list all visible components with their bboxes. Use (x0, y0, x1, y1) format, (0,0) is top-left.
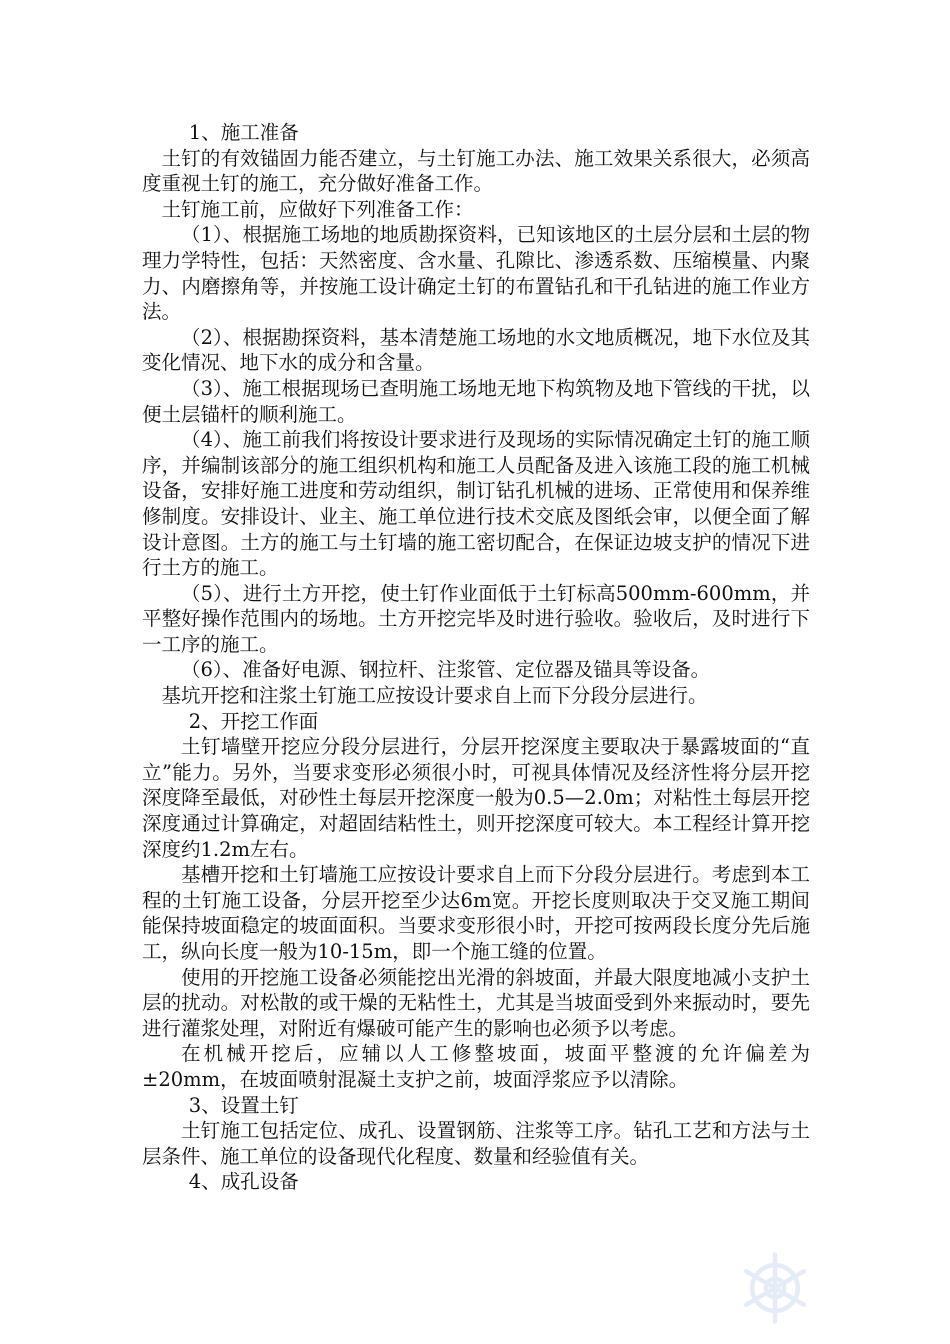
section-heading-2: 2、开挖工作面 (188, 709, 319, 733)
paragraph-item-6: （6）、准备好电源、钢拉杆、注浆管、定位器及锚具等设备。 (181, 658, 711, 682)
section-heading-4: 4、成孔设备 (188, 1170, 299, 1194)
paragraph-item-5: （5）、进行土方开挖，使土钉作业面低于土钉标高500mm-600mm，并平整好操作范围内的场地。土方开挖完毕及时进行验收。验收后，及时进行下一工序的施工。 (142, 581, 810, 656)
paragraph: 土钉的有效锚固力能否建立，与土钉施工办法、施工效果关系很大，必须高度重视土钉的施工，充分做好准备工作。 (142, 146, 810, 196)
paragraph: 基槽开挖和土钉墙施工应按设计要求自上而下分段分层进行。考虑到本工程的土钉施工设备，分层开挖至少达6m宽。开挖长度则取决于交叉施工期间能保持坡面稳定的坡面面积。当要求变形很小时，开挖可按两段长度分先后施工，纵向长度一般为10-15m，即一个施工缝的位置。 (142, 863, 810, 963)
paragraph-item-1: （1）、根据施工场地的地质勘探资料，已知该地区的土层分层和土层的物理力学特性，包括：天然密度、含水量、孔隙比、渗透系数、压缩模量、内聚力、内磨擦角等，并按施工设计确定土钉的布置钻孔和干孔钻进的施工作业方法。 (142, 223, 810, 324)
section-heading-3: 3、设置土钉 (188, 1093, 299, 1117)
paragraph: 使用的开挖施工设备必须能挖出光滑的斜坡面，并最大限度地减小支护土层的扰动。对松散的或干燥的无粘性土，尤其是当坡面受到外来振动时，要先进行灌浆处理，对附近有爆破可能产生的影响也必须予以考虑。 (142, 965, 810, 1040)
section-heading-1: 1、施工准备 (188, 121, 299, 144)
paragraph-item-2: （2）、根据勘探资料，基本清楚施工场地的水文地质概况，地下水位及其变化情况、地下水的成分和含量。 (142, 325, 810, 375)
paragraph: 土钉施工前，应做好下列准备工作： (161, 197, 474, 221)
paragraph: 基坑开挖和注浆土钉施工应按设计要求自上而下分段分层进行。 (161, 684, 708, 708)
paragraph-item-4: （4）、施工前我们将按设计要求进行及现场的实际情况确定土钉的施工顺序，并编制该部分的施工组织机构和施工人员配备及进入该施工段的施工机械设备，安排好施工进度和劳动组织，制订钻孔机械的进场、正常使用和保养维修制度。安排设计、业主、施工单位进行技术交底及图纸会审，以便全面了解设计意图。土方的施工与土钉墙的施工密切配合，在保证边坡支护的情况下进行土方的施工。 (142, 428, 810, 580)
document-body (142, 120, 810, 1195)
paragraph: 土钉墙壁开挖应分段分层进行，分层开挖深度主要取决于暴露坡面的“直立”能力。另外，当要求变形必须很小时，可视具体情况及经济性将分层开挖深度降至最低，对砂性土每层开挖深度一般为0.5—2.0m；对粘性土每层开挖深度通过计算确定，对超固结粘性土，则开挖深度可较大。本工程经计算开挖深度约1.2m左右。 (142, 735, 810, 861)
paragraph-item-3: （3）、施工根据现场已查明施工场地无地下构筑物及地下管线的干扰，以便土层锚杆的顺利施工。 (142, 376, 810, 426)
snowflake-watermark-icon (737, 1250, 813, 1326)
paragraph: 在机械开挖后，应辅以人工修整坡面，坡面平整渡的允许偏差为±20mm，在坡面喷射混凝土支护之前，坡面浮浆应予以清除。 (142, 1042, 810, 1091)
paragraph: 土钉施工包括定位、成孔、设置钢筋、注浆等工序。钻孔工艺和方法与土层条件、施工单位的设备现代化程度、数量和经验值有关。 (142, 1119, 810, 1168)
